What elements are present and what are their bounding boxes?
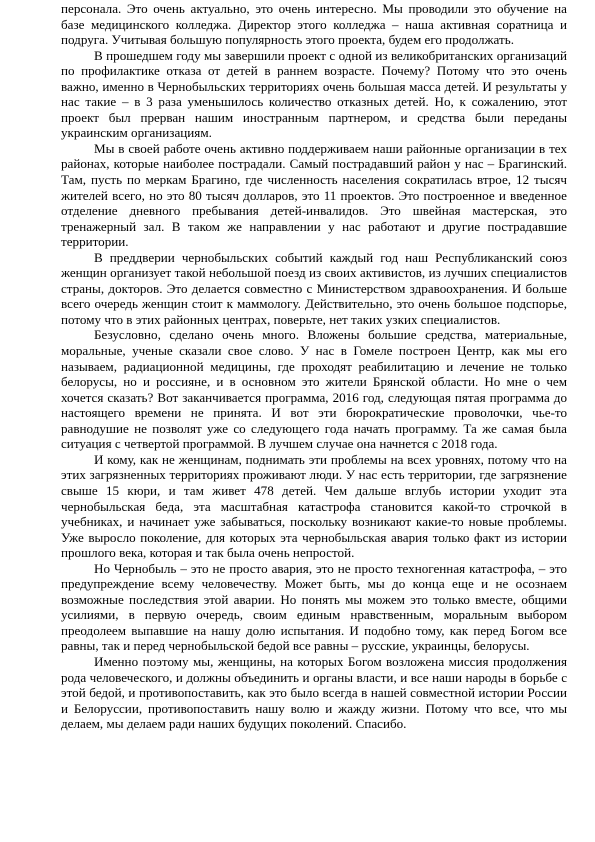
paragraph-2: В прошедшем году мы завершили проект с одной из великобританских организаций по профилактике отказа от детей в раннем возрасте. Почему? Потому что это очень важно, именно в Чернобыльских территориях очень большая масса детей. И результаты у нас такие – в 3 раза уменьшилось количество отказных детей. Но, к сожалению, этот проект был прерван нашим иностранным партнером, и средства были переданы украинским организациям.	[61, 47, 567, 141]
paragraph-4: В преддверии чернобыльских событий каждый год наш Республиканский союз женщин организует такой небольшой поезд из своих активистов, из лучших специалистов страны, докторов. Это делается совместно с Министерством здравоохранения. И больше всего очередь женщин стоит к маммологу. Действительно, это очень большое подспорье, потому что в этих районных центрах, поверьте, нет таких узких специалистов.	[61, 249, 567, 327]
paragraph-1: персонала. Это очень актуально, это очень интересно. Мы проводили это обучение на базе медицинского колледжа. Директор этого колледжа – наша активная соратница и подруга. Учитывая большую популярность этого проекта, будем его продолжать.	[61, 1, 567, 48]
paragraph-5: Безусловно, сделано очень много. Вложены большие средства, материальные, моральные, ученые сказали свое слово. У нас в Гомеле построен Центр, как мы его называем, радиационной медицины, где проходят реабилитацию и лечение не только белорусы, но и россияне, и в основном это жители Брянской области. Но мне о чем хочется сказать? Вот заканчивается программа, 2016 год, следующая пятая программа до настоящего времени не принята. И вот эти бюрократические проволочки, чье-то равнодушие не позволят уже со следующего года начать программу. Та же самая была ситуация с четвертой программой. В лучшем случае она начнется с 2018 года.	[61, 327, 567, 452]
paragraph-6: И кому, как не женщинам, поднимать эти проблемы на всех уровнях, потому что на этих загрязненных территориях проживают люди. У нас есть территории, где загрязнение свыше 15 кюри, и там живет 478 детей. Чем дальше вглубь истории уходит эта чернобыльская беда, эта масштабная катастрофа становится какой-то строчкой в учебниках, и начинает уже забываться, поскольку возникают какие-то новые проблемы. Уже выросло поколение, для которых эта чернобыльская авария только факт из истории прошлого века, которая и так была очень непростой.	[61, 451, 567, 561]
paragraph-3: Мы в своей работе очень активно поддерживаем наши районные организации в тех районах, которые наиболее пострадали. Самый пострадавший район у нас – Брагинский. Там, пусть по меркам Брагино, где численность населения сократилась втрое, 12 тысяч жителей всего, но это 80 тысяч долларов, это 11 проектов. Это построенное и введенное отделение дневного пребывания детей-инвалидов. Это швейная мастерская, это тренажерный зал. В таком же направлении у нас работают и другие пострадавшие территории.	[61, 140, 567, 250]
document-page	[61, 0, 567, 842]
paragraph-7: Но Чернобыль – это не просто авария, это не просто техногенная катастрофа, – это предупреждение всему человечеству. Может быть, мы до конца еще и не осознаем возможные последствия этой аварии. Но понять мы можем это только вместе, общими усилиями, в первую очередь, своим единым нравственным, моральным выбором преодолеем выпавшие на нашу долю испытания. И подобно тому, как перед Богом все равны, так и перед чернобыльской бедой все равны – русские, украинцы, белорусы.	[61, 560, 567, 654]
paragraph-8: Именно поэтому мы, женщины, на которых Богом возложена миссия продолжения рода человеческого, и должны объединить и органы власти, и все наши народы в борьбе с этой бедой, и противопоставить, как это было всегда в нашей совместной истории России и Белоруссии, противопоставить нашу волю и жажду жизни. Потому что все, что мы делаем, мы делаем ради наших будущих поколений. Спасибо.	[61, 653, 567, 732]
